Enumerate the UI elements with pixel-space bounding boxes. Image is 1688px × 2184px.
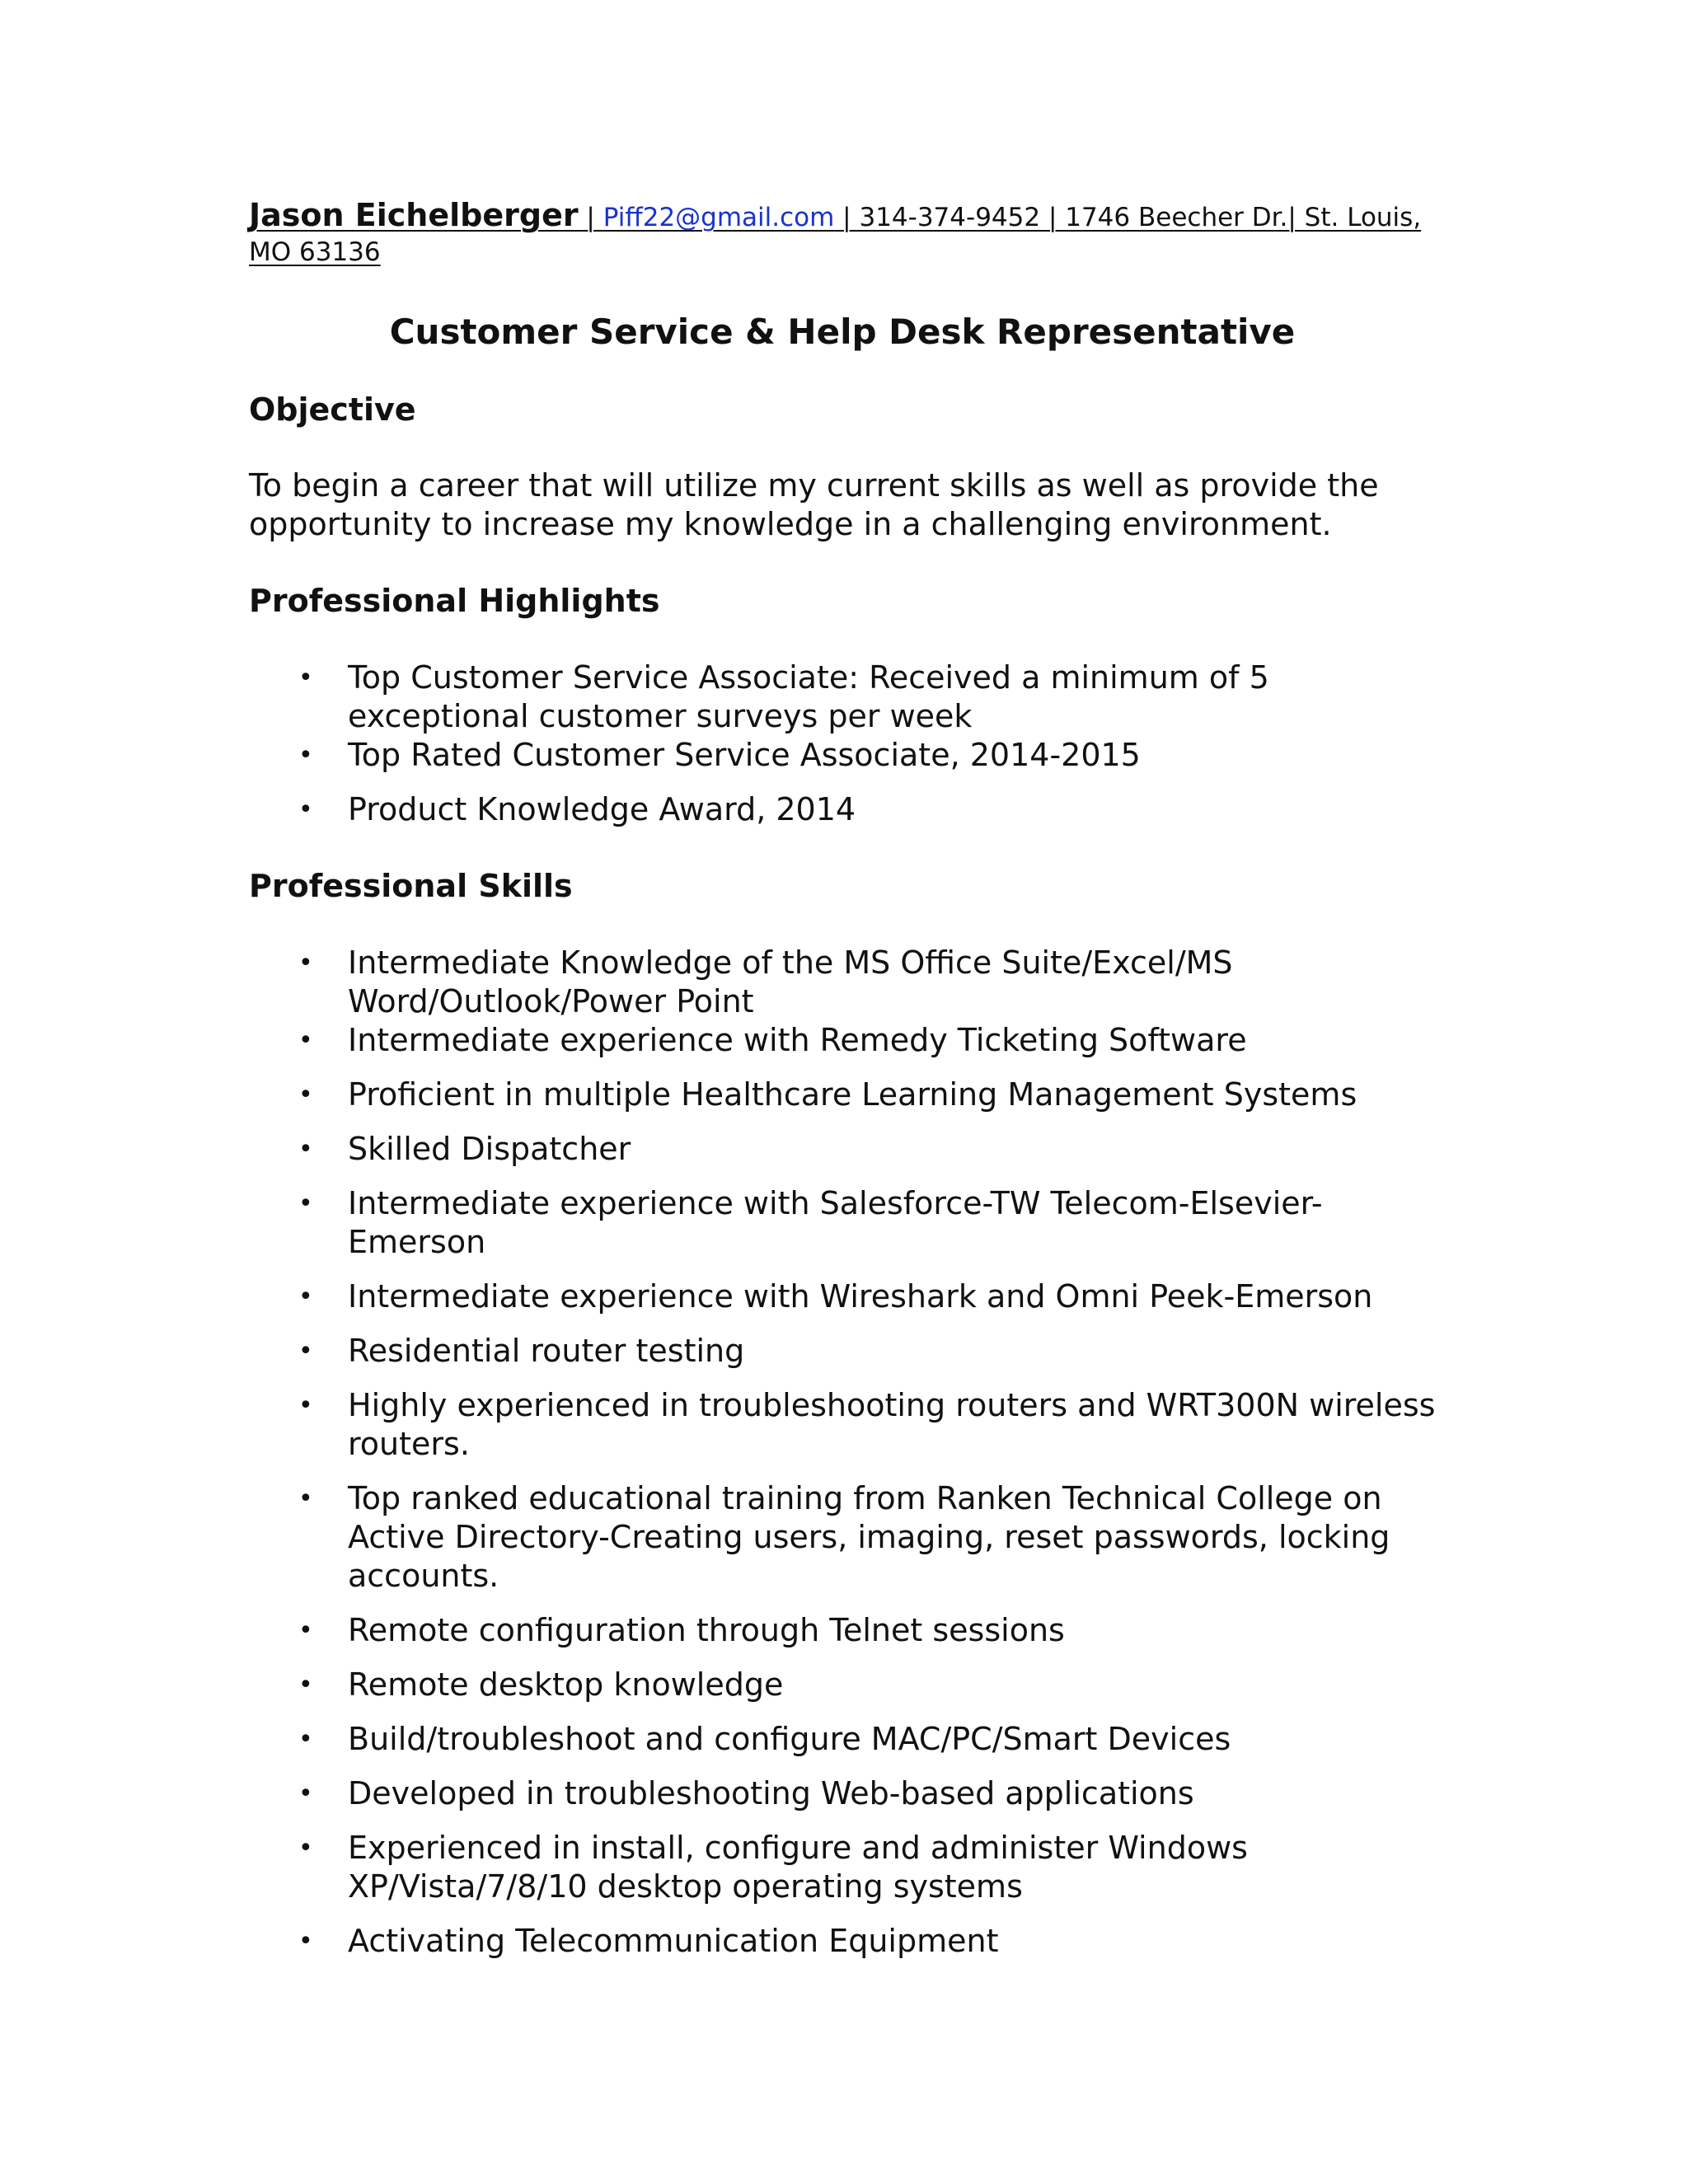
bullet-icon: • [298, 1616, 313, 1645]
list-item: • Residential router testing [298, 1333, 745, 1369]
bullet-icon: • [298, 1779, 313, 1808]
contact-details: | 314-374-9452 | 1746 Beecher Dr.| St. Louis, MO 63136 [249, 203, 1422, 267]
candidate-name: Jason Eichelberger [249, 197, 579, 233]
objective-text: To begin a career that will utilize my current skills as well as provide the opportunity to increase my knowledge in a challenging environment. [249, 467, 1379, 542]
bullet-icon: • [298, 795, 313, 824]
bullet-icon: • [298, 1282, 313, 1311]
bullet-icon: • [298, 1834, 313, 1863]
list-item: • Developed in troubleshooting Web-based applications [298, 1775, 1194, 1811]
list-item: • Top Rated Customer Service Associate, 2014-2015 [298, 737, 1141, 773]
bullet-icon: • [298, 1135, 313, 1164]
contact-separator: | [578, 203, 603, 232]
list-item: • Proficient in multiple Healthcare Learning Management Systems [298, 1076, 1357, 1113]
bullet-icon: • [298, 1927, 313, 1956]
bullet-icon: • [298, 1391, 313, 1420]
resume-title: Customer Service & Help Desk Representative [389, 312, 1296, 352]
skills-heading: Professional Skills [249, 868, 573, 904]
list-item: • Top ranked educational training from Ranken Technical College on Active Directory-Creating users, imaging, reset passwords, locking accounts. [298, 1480, 1390, 1594]
bullet-icon: • [298, 1026, 313, 1055]
bullet-icon: • [298, 663, 313, 692]
bullet-icon: • [298, 1671, 313, 1699]
bullet-icon: • [298, 1337, 313, 1366]
bullet-icon: • [298, 949, 313, 977]
list-item: • Intermediate experience with Salesforce-TW Telecom-Elsevier-Emerson [298, 1185, 1323, 1260]
objective-heading: Objective [249, 391, 416, 428]
highlights-heading: Professional Highlights [249, 583, 660, 619]
list-item: • Highly experienced in troubleshooting routers and WRT300N wireless routers. [298, 1387, 1436, 1462]
list-item: • Product Knowledge Award, 2014 [298, 791, 856, 827]
list-item: • Remote configuration through Telnet sessions [298, 1612, 1065, 1648]
email-link[interactable]: Piff22@gmail.com [603, 203, 835, 232]
highlights-list [249, 658, 1436, 829]
bullet-icon: • [298, 1725, 313, 1754]
list-item: • Intermediate experience with Remedy Ticketing Software [298, 1022, 1247, 1058]
list-item: • Activating Telecommunication Equipment [298, 1923, 999, 1959]
list-item: • Intermediate experience with Wireshark and Omni Peek-Emerson [298, 1278, 1373, 1315]
list-item: • Build/troubleshoot and configure MAC/PC/Smart Devices [298, 1721, 1231, 1757]
list-item: • Skilled Dispatcher [298, 1131, 631, 1167]
bullet-icon: • [298, 1080, 313, 1109]
bullet-icon: • [298, 1484, 313, 1513]
bullet-icon: • [298, 741, 313, 770]
list-item: • Remote desktop knowledge [298, 1666, 784, 1703]
bullet-icon: • [298, 1189, 313, 1218]
contact-line [249, 198, 1436, 269]
list-item: • Top Customer Service Associate: Received a minimum of 5 exceptional customer surveys per week [298, 659, 1269, 734]
skills-list [249, 944, 1436, 1961]
list-item: • Experienced in install, configure and administer Windows XP/Vista/7/8/10 desktop operating systems [298, 1830, 1248, 1905]
list-item: • Intermediate Knowledge of the MS Office Suite/Excel/MS Word/Outlook/Power Point [298, 944, 1233, 1019]
resume-page [249, 198, 1436, 1961]
